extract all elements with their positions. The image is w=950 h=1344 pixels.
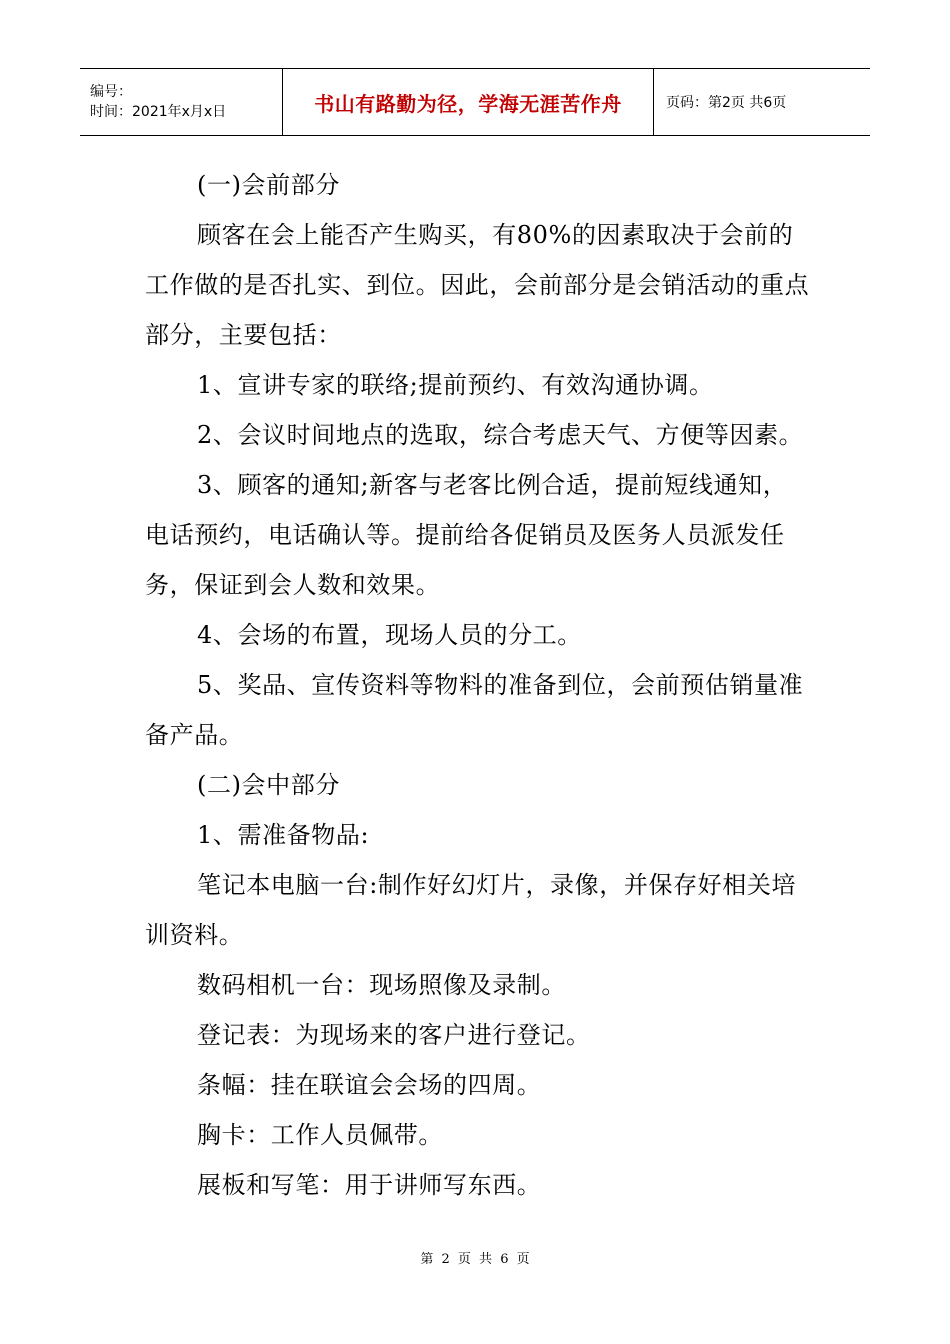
page-footer: 第 2 页 共 6 页 [420,1252,530,1267]
section-heading-during-meeting: (二)会中部分 [197,771,340,799]
list-item: 4、会场的布置，现场人员的分工。 [197,621,582,649]
document-header [80,68,870,136]
header-motto [282,69,654,135]
item-description: 胸卡：工作人员佩带。 [197,1121,443,1149]
list-item: 1、宣讲专家的联络;提前预约、有效沟通协调。 [197,371,714,399]
list-item: 5、奖品、宣传资料等物料的准备到位，会前预估销量准备产品。 [145,671,804,749]
item-description: 笔记本电脑一台:制作好幻灯片，录像，并保存好相关培训资料。 [145,871,797,949]
body-paragraph: 顾客在会上能否产生购买，有80%的因素取决于会前的工作做的是否扎实、到位。因此，会前部分是会销活动的重点部分，主要包括： [145,221,810,349]
list-item: 1、需准备物品: [197,821,370,849]
item-description: 展板和写笔：用于讲师写东西。 [197,1171,542,1199]
header-meta [80,69,282,135]
document-body [145,160,810,1210]
page-info-text: 页码：第2页 共6页 [666,95,787,111]
document-number-label: 编号： [90,84,132,100]
item-description: 登记表：为现场来的客户进行登记。 [197,1021,591,1049]
document-date: 时间：2021年x月x日 [90,104,227,120]
list-item: 3、顾客的通知;新客与老客比例合适，提前短线通知，电话预约，电话确认等。提前给各促销员及医务人员派发任务，保证到会人数和效果。 [145,471,788,599]
item-description: 条幅：挂在联谊会会场的四周。 [197,1071,542,1099]
motto-text: 书山有路勤为径，学海无涯苦作舟 [314,91,622,116]
header-page-info [654,69,870,135]
list-item: 2、会议时间地点的选取，综合考虑天气、方便等因素。 [197,421,804,449]
section-heading-before-meeting: (一)会前部分 [197,171,340,199]
item-description: 数码相机一台：现场照像及录制。 [197,971,566,999]
